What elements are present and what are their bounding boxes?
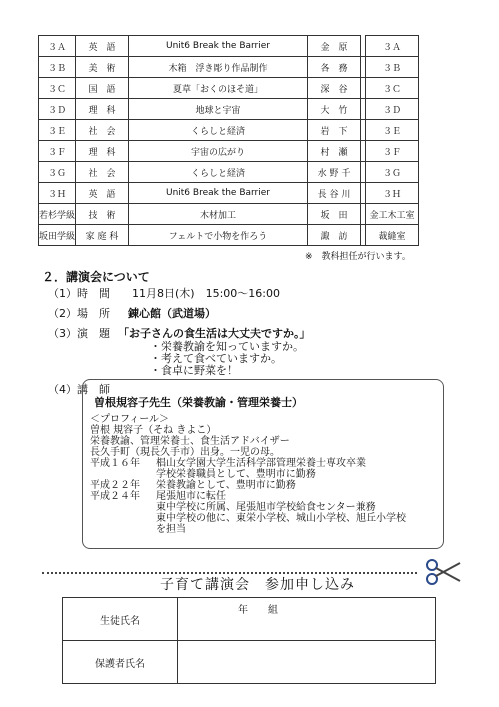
room-cell: 金工木工室	[366, 204, 419, 225]
form-title: 子育て講演会 参加申し込み	[160, 577, 355, 593]
schedule-row	[39, 141, 419, 162]
class-cell: ３Ｅ	[39, 120, 76, 141]
room-cell: ３Ａ	[366, 36, 419, 57]
class-cell: ３Ｇ	[39, 162, 76, 183]
class-cell: ３Ａ	[39, 36, 76, 57]
content-cell: フェルトで小物を作ろう	[129, 225, 308, 246]
content-cell: くらしと経済	[129, 162, 308, 183]
schedule-row	[39, 99, 419, 120]
content-cell: くらしと経済	[129, 120, 308, 141]
profile-year: 平成２４年	[90, 491, 140, 502]
guardian-name-label: 保護者氏名	[63, 641, 178, 684]
room-cell: ３Ｇ	[366, 162, 419, 183]
subject-cell: 理 科	[76, 141, 129, 162]
date-label: （1）時 間	[48, 287, 110, 300]
profile-line: を担当	[156, 524, 186, 535]
topic-point: ・栄養教諭を知っていますか。	[150, 340, 304, 353]
guardian-name-field[interactable]	[178, 641, 436, 684]
subject-cell: 美 術	[76, 57, 129, 78]
room-cell: ３Ｈ	[366, 183, 419, 204]
profile-line: 曽根 規容子（そね きよこ）	[90, 425, 217, 436]
teacher-cell: 水 野 千	[308, 162, 361, 183]
student-name-field[interactable]	[178, 598, 436, 641]
schedule-table	[38, 35, 419, 246]
class-cell: 若杉学級	[39, 204, 76, 225]
teacher-cell: 金 原	[308, 36, 361, 57]
speaker-label: （4）講 師	[48, 383, 110, 396]
room-cell: ３Ｆ	[366, 141, 419, 162]
class-cell: 坂田学級	[39, 225, 76, 246]
profile-year: 平成２２年	[90, 480, 140, 491]
topic-label: （3）演 題	[48, 327, 110, 340]
profile-line: 東中学校に所属、尾張旭市学校給食センター兼務	[156, 502, 376, 513]
content-cell: 宇宙の広がり	[129, 141, 308, 162]
profile-title: ＜プロフィール＞	[90, 414, 169, 425]
schedule-row	[39, 225, 419, 246]
class-cell: ３Ｃ	[39, 78, 76, 99]
class-cell: ３Ｈ	[39, 183, 76, 204]
subject-cell: 英 語	[76, 183, 129, 204]
place-label: （2）場 所	[48, 307, 110, 320]
profile-line: 尾張旭市に転任	[156, 491, 226, 502]
lecture-heading: ２．講演会について	[42, 270, 150, 284]
speaker-value: 曽根規容子先生（栄養教諭・管理栄養士）	[94, 396, 303, 409]
student-name-label: 生徒氏名	[63, 598, 178, 641]
topic-point: ・考えて食べていますか。	[150, 352, 282, 365]
subject-cell: 社 会	[76, 162, 129, 183]
topic-value: 「お子さんの食生活は大丈夫ですか。」	[118, 327, 311, 340]
schedule-note: ※ 教科担任が行います。	[305, 252, 411, 262]
content-cell: 木箱 浮き彫り作品制作	[129, 57, 308, 78]
profile-line: 長久手町（現長久手市）出身。一児の母。	[90, 447, 280, 458]
class-cell: ３Ｄ	[39, 99, 76, 120]
room-cell: ３Ｄ	[366, 99, 419, 120]
profile-line: 学校栄養職員として、豊明市に勤務	[156, 469, 316, 480]
teacher-cell: 大 竹	[308, 99, 361, 120]
content-cell: Unit6 Break the Barrier	[129, 36, 308, 57]
topic-point: ・食卓に野菜を！	[150, 364, 238, 377]
schedule-row	[39, 183, 419, 204]
profile-line: 東中学校の他に、東栄小学校、城山小学校、旭丘小学校	[156, 513, 406, 524]
scissors-icon	[424, 557, 464, 587]
subject-cell: 社 会	[76, 120, 129, 141]
subject-cell: 技 術	[76, 204, 129, 225]
subject-cell: 国 語	[76, 78, 129, 99]
room-cell: ３Ｂ	[366, 57, 419, 78]
content-cell: 木材加工	[129, 204, 308, 225]
teacher-cell: 坂 田	[308, 204, 361, 225]
content-cell: 地球と宇宙	[129, 99, 308, 120]
content-cell: Unit6 Break the Barrier	[129, 183, 308, 204]
profile-line: 栄養教諭、管理栄養士、食生活アドバイザー	[90, 436, 290, 447]
signup-form	[62, 597, 436, 684]
date-value: 11月8日(木) 15:00～16:00	[132, 287, 280, 300]
teacher-cell: 岩 下	[308, 120, 361, 141]
class-cell: ３Ｆ	[39, 141, 76, 162]
schedule-row	[39, 57, 419, 78]
teacher-cell: 長 谷 川	[308, 183, 361, 204]
subject-cell: 理 科	[76, 99, 129, 120]
profile-year: 平成１６年	[90, 458, 140, 469]
teacher-cell: 村 瀬	[308, 141, 361, 162]
teacher-cell: 各 務	[308, 57, 361, 78]
content-cell: 夏草「おくのほそ道」	[129, 78, 308, 99]
class-cell: ３Ｂ	[39, 57, 76, 78]
subject-cell: 英 語	[76, 36, 129, 57]
teacher-cell: 深 谷	[308, 78, 361, 99]
teacher-cell: 諏 訪	[308, 225, 361, 246]
schedule-row	[39, 204, 419, 225]
place-value: 錬心館（武道場）	[128, 307, 216, 320]
grade-class-text: 年 組	[238, 605, 278, 616]
schedule-row	[39, 120, 419, 141]
schedule-row	[39, 78, 419, 99]
room-cell: 裁縫室	[366, 225, 419, 246]
room-cell: ３Ｅ	[366, 120, 419, 141]
schedule-row	[39, 36, 419, 57]
profile-line: 椙山女学園大学生活科学部管理栄養士専攻卒業	[156, 458, 366, 469]
profile-line: 栄養教諭として、豊明市に勤務	[156, 480, 296, 491]
subject-cell: 家 庭 科	[76, 225, 129, 246]
room-cell: ３Ｃ	[366, 78, 419, 99]
schedule-row	[39, 162, 419, 183]
